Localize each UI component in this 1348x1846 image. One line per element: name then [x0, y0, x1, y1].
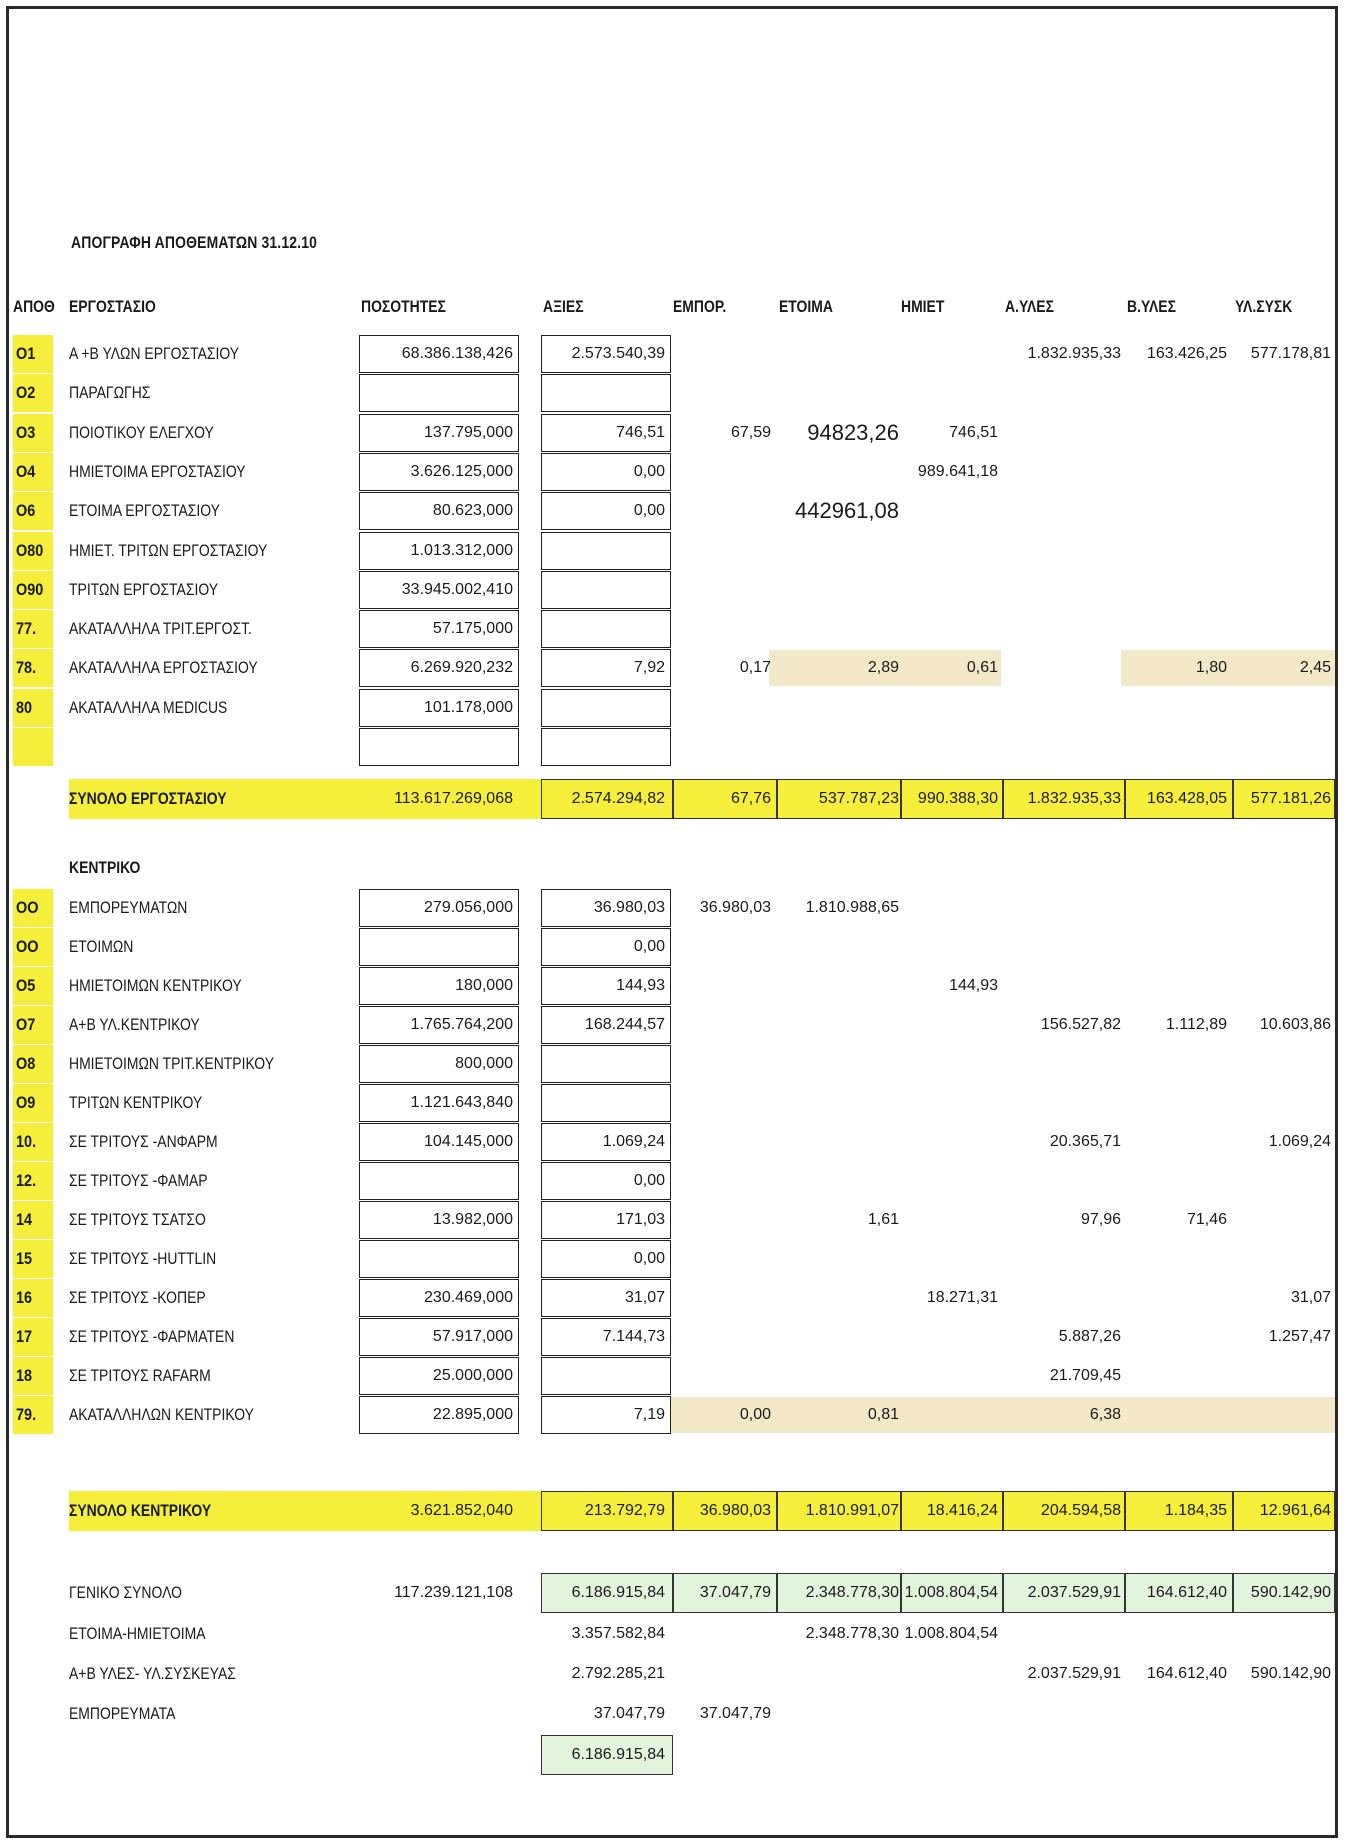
etoima-value: 0,81	[867, 1406, 899, 1423]
ayles-total: 2.037.529,91	[1027, 1584, 1121, 1601]
central-row[interactable]	[9, 1162, 1341, 1200]
etoima-value: 1.810.988,65	[805, 899, 899, 916]
factory-row[interactable]	[9, 610, 1341, 648]
central-row[interactable]	[9, 1045, 1341, 1083]
row-name: Α+Β ΥΛΕΣ- ΥΛ.ΣΥΣΚΕΥΑΣ	[69, 1664, 236, 1683]
value-amount: 171,03	[616, 1211, 665, 1228]
qty-value: 800,000	[455, 1055, 513, 1072]
value-cell	[541, 1045, 671, 1083]
row-name: ΑΚΑΤΑΛΛΗΛΑ ΤΡΙΤ.ΕΡΓΟΣΤ.	[69, 619, 252, 638]
byles-total: 163.428,05	[1146, 790, 1227, 807]
central-row[interactable]	[9, 1006, 1341, 1044]
etoima-total: 2.348.778,30	[805, 1584, 899, 1601]
value-amount: 31,07	[624, 1289, 665, 1306]
hmiet-value: 1.008.804,54	[904, 1625, 998, 1642]
row-code-text: O8	[16, 1054, 36, 1073]
central-row[interactable]	[9, 967, 1341, 1005]
row-code-text: 12.	[16, 1171, 37, 1190]
qty-value: 230.469,000	[424, 1289, 513, 1306]
ayles-total: 204.594,58	[1040, 1502, 1121, 1519]
value-total: 213.792,79	[584, 1502, 665, 1519]
qty-value: 1.765.764,200	[410, 1016, 513, 1033]
qty-value: 33.945.002,410	[401, 581, 513, 598]
byles-total: 1.184,35	[1164, 1502, 1227, 1519]
central-row[interactable]	[9, 1279, 1341, 1317]
total-label: ΣΥΝΟΛΟ ΕΡΓΟΣΤΑΣΙΟΥ	[69, 789, 227, 808]
header-ylsysk: ΥΛ.ΣΥΣΚ	[1235, 297, 1293, 316]
ayles-value: 20.365,71	[1049, 1133, 1121, 1150]
total-label: ΓΕΝΙΚΟ ΣΥΝΟΛΟ	[69, 1583, 182, 1602]
row-name: ΗΜΙΕΤΟΙΜΩΝ ΤΡΙΤ.ΚΕΝΤΡΙΚΟΥ	[69, 1054, 275, 1073]
row-name: ΕΤΟΙΜΑ ΕΡΓΟΣΤΑΣΙΟΥ	[69, 501, 220, 520]
central-row[interactable]	[9, 1084, 1341, 1122]
byles-value: 1,80	[1195, 659, 1227, 676]
inventory-sheet	[6, 6, 1338, 1838]
row-name: ΑΚΑΤΑΛΛΗΛΑ ΕΡΓΟΣΤΑΣΙΟΥ	[69, 658, 258, 677]
central-row[interactable]	[9, 1240, 1341, 1278]
row-code-text: 79.	[16, 1405, 37, 1424]
value-amount: 144,93	[616, 977, 665, 994]
factory-row[interactable]	[9, 492, 1341, 530]
row-name: ΠΑΡΑΓΩΓΗΣ	[69, 383, 151, 402]
ylsysk-value: 1.069,24	[1268, 1133, 1331, 1150]
value-cell	[541, 532, 671, 570]
ayles-value: 6,38	[1089, 1406, 1121, 1423]
row-code	[13, 610, 53, 648]
row-name: ΑΚΑΤΑΛΛΗΛΑ MEDICUS	[69, 698, 228, 717]
central-row[interactable]	[9, 1396, 1341, 1434]
row-code-text: O2	[16, 383, 36, 402]
empor-value: 0,17	[739, 659, 771, 676]
row-code	[13, 649, 53, 687]
qty-value: 1.013.312,000	[410, 542, 513, 559]
row-code	[13, 571, 53, 609]
factory-row[interactable]	[9, 532, 1341, 570]
row-code	[13, 1396, 53, 1434]
value-amount: 0,00	[633, 463, 665, 480]
row-code-text: 16	[16, 1288, 33, 1307]
row-code	[13, 1162, 53, 1200]
row-name: ΣΕ ΤΡΙΤΟΥΣ -ΦΑΡΜΑΤΕΝ	[69, 1327, 235, 1346]
row-code-text: O7	[16, 1015, 36, 1034]
qty-cell	[359, 728, 519, 766]
ayles-value: 1.832.935,33	[1027, 345, 1121, 362]
row-code	[13, 1240, 53, 1278]
ayles-value: 5.887,26	[1058, 1328, 1121, 1345]
value-amount: 37.047,79	[593, 1705, 665, 1722]
row-code-text: O80	[16, 541, 44, 560]
central-row[interactable]	[9, 1357, 1341, 1395]
factory-row[interactable]	[9, 453, 1341, 491]
row-code	[13, 967, 53, 1005]
value-amount: 2.792.285,21	[571, 1665, 665, 1682]
qty-value: 68.386.138,426	[401, 345, 513, 362]
ylsysk-value: 2,45	[1299, 659, 1331, 676]
qty-total: 113.617.269,068	[394, 790, 513, 807]
value-cell	[541, 1084, 671, 1122]
empor-value: 37.047,79	[699, 1705, 771, 1722]
row-code-text: O4	[16, 462, 36, 481]
ayles-total: 1.832.935,33	[1027, 790, 1121, 807]
ylsysk-value: 577.178,81	[1250, 345, 1331, 362]
row-name: ΣΕ ΤΡΙΤΟΥΣ -ΑΝΦΑΡΜ	[69, 1132, 218, 1151]
qty-value: 104.145,000	[424, 1133, 513, 1150]
qty-value: 6.269.920,232	[410, 659, 513, 676]
value-cell	[541, 374, 671, 412]
value-amount: 7,92	[633, 659, 665, 676]
row-code-text: O6	[16, 501, 36, 520]
qty-value: 22.895,000	[432, 1406, 513, 1423]
empor-total: 37.047,79	[699, 1584, 771, 1601]
factory-row[interactable]	[9, 689, 1341, 727]
summary-row[interactable]	[9, 1655, 1341, 1693]
empor-total: 36.980,03	[699, 1502, 771, 1519]
row-code-text: O5	[16, 976, 36, 995]
byles-value: 164.612,40	[1146, 1665, 1227, 1682]
ylsysk-total: 590.142,90	[1250, 1584, 1331, 1601]
sheet-title: ΑΠΟΓΡΑΦΗ ΑΠΟΘΕΜΑΤΩΝ 31.12.10	[71, 233, 318, 252]
ayles-value: 2.037.529,91	[1027, 1665, 1121, 1682]
value-amount: 1.069,24	[602, 1133, 665, 1150]
row-code-text: 10.	[16, 1132, 37, 1151]
row-code	[13, 728, 53, 766]
hmiet-total: 18.416,24	[926, 1502, 998, 1519]
row-code-text: 14	[16, 1210, 33, 1229]
factory-row[interactable]	[9, 571, 1341, 609]
row-code	[13, 414, 53, 452]
ylsysk-total: 577.181,26	[1250, 790, 1331, 807]
row-code	[13, 1318, 53, 1356]
row-code-text: 77.	[16, 619, 37, 638]
row-code-text: O1	[16, 344, 36, 363]
value-amount: 0,00	[633, 1250, 665, 1267]
qty-value: 180,000	[455, 977, 513, 994]
summary-row[interactable]	[9, 1615, 1341, 1653]
value-amount: 0,00	[633, 1172, 665, 1189]
value-amount: 0,00	[633, 502, 665, 519]
ayles-value: 156.527,82	[1040, 1016, 1121, 1033]
hmiet-total: 1.008.804,54	[904, 1584, 998, 1601]
value-amount: 7,19	[633, 1406, 665, 1423]
row-code	[13, 453, 53, 491]
row-name: Α+Β ΥΛ.ΚΕΝΤΡΙΚΟΥ	[69, 1015, 200, 1034]
value-amount: 168.244,57	[584, 1016, 665, 1033]
central-row[interactable]	[9, 889, 1341, 927]
row-name: ΣΕ ΤΡΙΤΟΥΣ ΤΣΑΤΣΟ	[69, 1210, 206, 1229]
row-code	[13, 1084, 53, 1122]
qty-value: 25.000,000	[432, 1367, 513, 1384]
value-cell	[541, 689, 671, 727]
row-code	[13, 1357, 53, 1395]
row-name: ΣΕ ΤΡΙΤΟΥΣ RAFARM	[69, 1366, 211, 1385]
summary-row[interactable]	[9, 1695, 1341, 1733]
factory-row[interactable]	[9, 649, 1341, 687]
value-amount: 7.144,73	[602, 1328, 665, 1345]
row-name: ΣΕ ΤΡΙΤΟΥΣ -HUTTLIN	[69, 1249, 217, 1268]
byles-value: 71,46	[1186, 1211, 1227, 1228]
row-code	[13, 928, 53, 966]
hmiet-value: 0,61	[966, 659, 998, 676]
qty-value: 1.121.643,840	[410, 1094, 513, 1111]
row-code-text: 78.	[16, 658, 37, 677]
etoima-value: 442961,08	[795, 498, 899, 523]
row-code	[13, 689, 53, 727]
byles-value: 1.112,89	[1165, 1016, 1227, 1033]
central-row[interactable]	[9, 1318, 1341, 1356]
row-code-text: O9	[16, 1093, 36, 1112]
qty-value: 57.917,000	[432, 1328, 513, 1345]
etoima-total: 1.810.991,07	[805, 1502, 899, 1519]
central-row[interactable]	[9, 1201, 1341, 1239]
central-row[interactable]	[9, 928, 1341, 966]
row-code	[13, 1045, 53, 1083]
row-code	[13, 1006, 53, 1044]
qty-cell	[359, 1240, 519, 1278]
empor-value: 67,59	[730, 424, 771, 441]
value-cell	[541, 571, 671, 609]
hmiet-value: 746,51	[949, 424, 998, 441]
row-name: ΕΤΟΙΜΑ-ΗΜΙΕΤΟΙΜΑ	[69, 1624, 206, 1643]
row-name: ΤΡΙΤΩΝ ΕΡΓΟΣΤΑΣΙΟΥ	[69, 580, 219, 599]
row-name: Α +Β ΥΛΩΝ ΕΡΓΟΣΤΑΣΙΟΥ	[69, 344, 240, 363]
row-code-text: OO	[16, 898, 39, 917]
header-hmiet: ΗΜΙΕΤ	[901, 297, 945, 316]
etoima-value: 2.348.778,30	[805, 1625, 899, 1642]
total-label: ΣΥΝΟΛΟ ΚΕΝΤΡΙΚΟΥ	[69, 1501, 212, 1520]
factory-row[interactable]	[9, 414, 1341, 452]
header-qty: ΠΟΣΟΤΗΤΕΣ	[361, 297, 446, 316]
ayles-value: 97,96	[1080, 1211, 1121, 1228]
empor-value: 0,00	[739, 1406, 771, 1423]
final-total-value: 6.186.915,84	[571, 1746, 665, 1763]
row-name: ΕΜΠΟΡΕΥΜΑΤΩΝ	[69, 898, 188, 917]
row-name: ΑΚΑΤΑΛΛΗΛΩΝ ΚΕΝΤΡΙΚΟΥ	[69, 1405, 254, 1424]
qty-cell	[359, 928, 519, 966]
qty-total: 3.621.852,040	[410, 1502, 513, 1519]
ylsysk-value: 1.257,47	[1268, 1328, 1331, 1345]
row-code	[13, 1201, 53, 1239]
etoima-total: 537.787,23	[818, 790, 899, 807]
header-name: ΕΡΓΟΣΤΑΣΙΟ	[69, 297, 156, 316]
byles-value: 163.426,25	[1146, 345, 1227, 362]
etoima-value: 94823,26	[807, 420, 899, 445]
header-etoima: ΕΤΟΙΜΑ	[779, 297, 833, 316]
qty-value: 57.175,000	[432, 620, 513, 637]
row-code-text: 18	[16, 1366, 33, 1385]
factory-row[interactable]	[9, 335, 1341, 373]
row-code-text: 17	[16, 1327, 33, 1346]
value-total: 2.574.294,82	[571, 790, 665, 807]
row-name: ΠΟΙΟΤΙΚΟΥ ΕΛΕΓΧΟΥ	[69, 423, 214, 442]
factory-row[interactable]	[9, 728, 1341, 766]
value-total: 6.186.915,84	[571, 1584, 665, 1601]
row-code-text: 80	[16, 698, 33, 717]
row-code	[13, 1123, 53, 1161]
empor-value: 36.980,03	[699, 899, 771, 916]
value-amount: 2.573.540,39	[571, 345, 665, 362]
central-total-row[interactable]	[9, 1491, 1341, 1531]
header-byles: Β.ΥΛΕΣ	[1127, 297, 1176, 316]
qty-value: 80.623,000	[432, 502, 513, 519]
row-code	[13, 374, 53, 412]
row-code	[13, 492, 53, 530]
byles-total: 164.612,40	[1146, 1584, 1227, 1601]
empor-total: 67,76	[730, 790, 771, 807]
central-heading: ΚΕΝΤΡΙΚΟ	[69, 858, 141, 877]
value-amount: 746,51	[616, 424, 665, 441]
factory-row[interactable]	[9, 374, 1341, 412]
hmiet-value: 989.641,18	[917, 463, 998, 480]
header-ayles: Α.ΥΛΕΣ	[1005, 297, 1054, 316]
row-code-text: O3	[16, 423, 36, 442]
row-name: ΣΕ ΤΡΙΤΟΥΣ -ΚΟΠΕΡ	[69, 1288, 206, 1307]
row-code	[13, 335, 53, 373]
header-code: ΑΠΟΘ	[13, 297, 55, 316]
header-values: ΑΞΙΕΣ	[543, 297, 584, 316]
hmiet-value: 18.271,31	[926, 1289, 998, 1306]
value-cell	[541, 728, 671, 766]
qty-value: 3.626.125,000	[410, 463, 513, 480]
row-name: ΤΡΙΤΩΝ ΚΕΝΤΡΙΚΟΥ	[69, 1093, 203, 1112]
row-code-text: O90	[16, 580, 44, 599]
row-code	[13, 532, 53, 570]
row-name: ΣΕ ΤΡΙΤΟΥΣ -ΦΑΜΑΡ	[69, 1171, 208, 1190]
etoima-value: 2,89	[867, 659, 899, 676]
grand-total-row[interactable]	[9, 1573, 1341, 1613]
row-code	[13, 1279, 53, 1317]
row-name: ΗΜΙΕΤΟΙΜΑ ΕΡΓΟΣΤΑΣΙΟΥ	[69, 462, 246, 481]
etoima-value: 1,61	[867, 1211, 899, 1228]
qty-cell	[359, 1162, 519, 1200]
qty-value: 13.982,000	[432, 1211, 513, 1228]
value-amount: 0,00	[633, 938, 665, 955]
ylsysk-total: 12.961,64	[1259, 1502, 1331, 1519]
ylsysk-value: 10.603,86	[1259, 1016, 1331, 1033]
ayles-value: 21.709,45	[1049, 1367, 1121, 1384]
qty-total: 117.239.121,108	[394, 1584, 513, 1601]
qty-cell	[359, 374, 519, 412]
value-amount: 36.980,03	[593, 899, 665, 916]
row-code-text: OO	[16, 937, 39, 956]
row-code-text: 15	[16, 1249, 33, 1268]
factory-total-row[interactable]	[9, 779, 1341, 819]
value-cell	[541, 1357, 671, 1395]
qty-value: 137.795,000	[424, 424, 513, 441]
row-name: ΗΜΙΕΤΟΙΜΩΝ ΚΕΝΤΡΙΚΟΥ	[69, 976, 242, 995]
ylsysk-value: 590.142,90	[1250, 1665, 1331, 1682]
central-row[interactable]	[9, 1123, 1341, 1161]
hmiet-total: 990.388,30	[917, 790, 998, 807]
header-empor: ΕΜΠΟΡ.	[673, 297, 727, 316]
row-code	[13, 889, 53, 927]
row-name: ΕΤΟΙΜΩΝ	[69, 937, 134, 956]
value-amount: 3.357.582,84	[571, 1625, 665, 1642]
ylsysk-value: 31,07	[1290, 1289, 1331, 1306]
qty-value: 279.056,000	[424, 899, 513, 916]
qty-value: 101.178,000	[424, 699, 513, 716]
value-cell	[541, 610, 671, 648]
row-name: ΗΜΙΕΤ. ΤΡΙΤΩΝ ΕΡΓΟΣΤΑΣΙΟΥ	[69, 541, 268, 560]
hmiet-value: 144,93	[949, 977, 998, 994]
row-name: ΕΜΠΟΡΕΥΜΑΤΑ	[69, 1704, 176, 1723]
